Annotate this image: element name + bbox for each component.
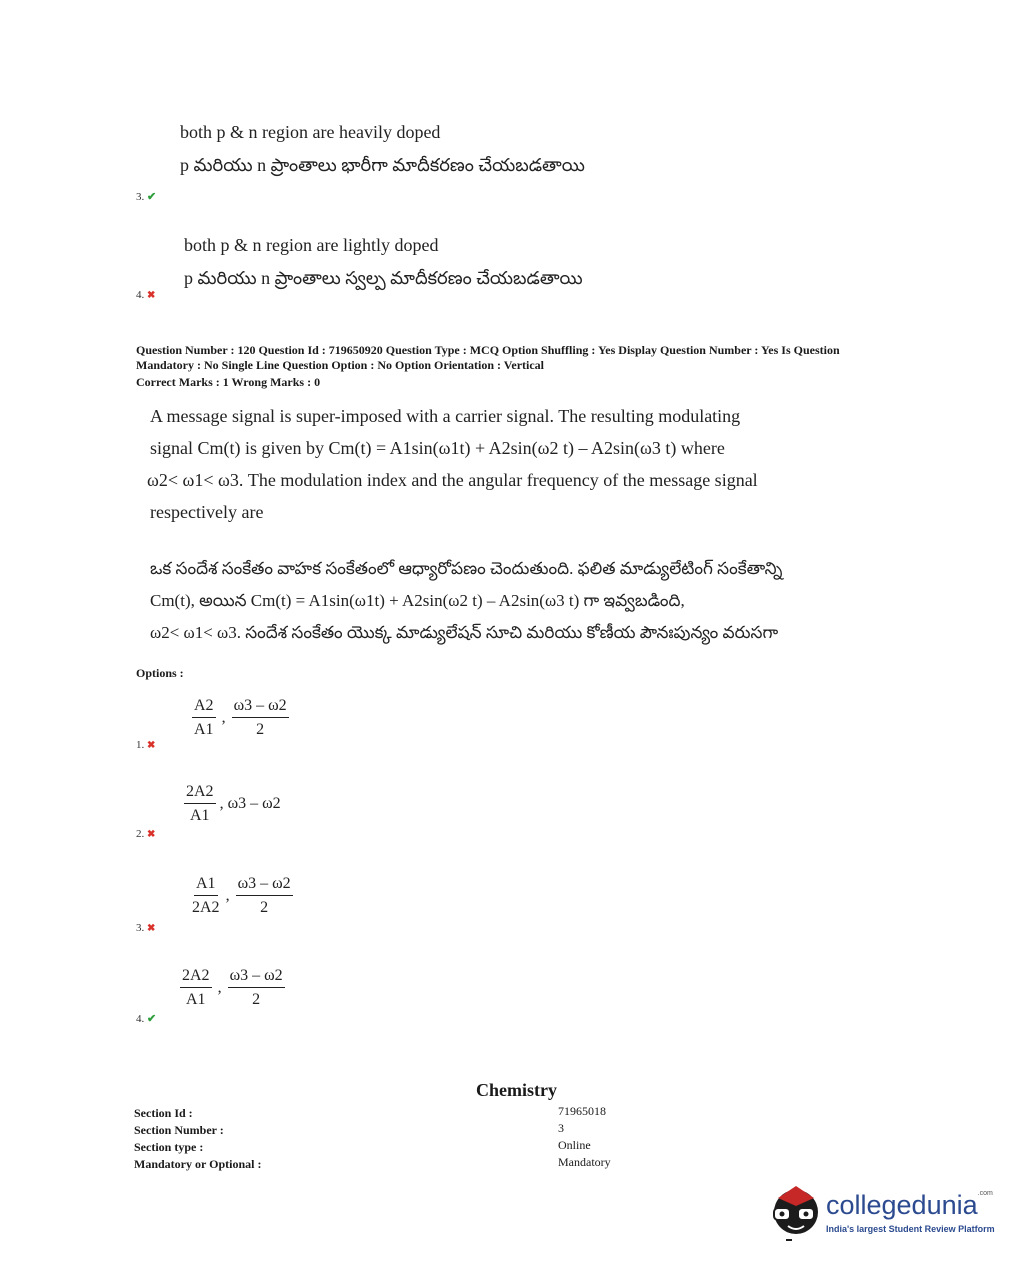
numerator: ω3 – ω2 [232, 696, 289, 718]
denominator: 2 [256, 721, 265, 738]
mascot-icon [766, 1176, 828, 1246]
section-label: Section Id : [134, 1106, 193, 1120]
option-number: 4. [136, 1013, 145, 1025]
option-4-expression [180, 966, 285, 1010]
option-3-label [136, 190, 156, 203]
question-marks: Correct Marks : 1 Wrong Marks : 0 [136, 375, 321, 389]
option-number: 4. [136, 289, 145, 301]
question-line: respectively are [150, 502, 264, 522]
section-value: 71965018 [558, 1104, 606, 1118]
denominator: 2 [260, 899, 269, 916]
collegedunia-logo [766, 1176, 1006, 1246]
question-meta-line2: Mandatory : No Single Line Question Option : No Option Orientation : Vertical [136, 358, 545, 372]
logo-tagline: India's largest Student Review Platform [826, 1224, 995, 1234]
logo-name: collegedunia [826, 1190, 978, 1220]
fraction [184, 782, 216, 826]
question-meta-line1: Question Number : 120 Question Id : 719650920 Question Type : MCQ Option Shuffling : Yes Display Question Number : Yes Is Question [136, 343, 840, 357]
comma: , [221, 709, 226, 726]
denominator: A1 [186, 991, 206, 1008]
question-line: signal Cm(t) is given by Cm(t) = A1sin(ω1t) + A2sin(ω2 t) – A2sin(ω3 t) where [150, 438, 725, 458]
numerator: A2 [192, 696, 216, 718]
fraction [192, 696, 216, 740]
option-number: 1. [136, 739, 145, 751]
fraction [228, 966, 285, 1010]
question-line: ω2< ω1< ω3. సందేశ సంకేతం యొక్క మాడ్యులేషన్ సూచి మరియు కోణీయ పౌనఃపున్యం వరుసగా [150, 623, 779, 642]
numerator: ω3 – ω2 [236, 874, 293, 896]
section-value: Online [558, 1138, 591, 1152]
section-row [134, 1104, 634, 1121]
denominator: 2 [252, 991, 261, 1008]
option-1-expression [192, 696, 289, 740]
section-label: Mandatory or Optional : [134, 1157, 262, 1171]
denominator: 2A2 [192, 899, 220, 916]
question-line: ఒక సందేశ సంకేతం వాహక సంకేతంలో ఆధ్యారోపణం చెందుతుంది. ఫలిత మాడ్యులేటింగ్ సంకేతాన్ని [150, 559, 783, 578]
fraction [192, 874, 220, 918]
comma: , [225, 887, 230, 904]
section-row [134, 1155, 634, 1172]
option-number: 2. [136, 828, 145, 840]
denominator: A1 [194, 721, 214, 738]
option-4-label [136, 1012, 156, 1025]
option-number: 3. [136, 922, 145, 934]
question-line: ω2< ω1< ω3. The modulation index and the angular frequency of the message signal [147, 470, 758, 490]
option-3-expression [192, 874, 293, 918]
denominator: A1 [190, 807, 210, 824]
question-english [147, 400, 810, 528]
check-icon: ✔ [147, 191, 157, 203]
option-3-english: both p & n region are heavily doped [180, 122, 441, 142]
cross-icon: ✖ [147, 290, 156, 301]
question-line: Cm(t), అయిన Cm(t) = A1sin(ω1t) + A2sin(ω2 t) – A2sin(ω3 t) గా ఇవ్వబడింది, [150, 591, 685, 610]
section-row [134, 1121, 634, 1138]
section-table [134, 1104, 634, 1172]
option-3-label [136, 922, 155, 934]
cross-icon: ✖ [147, 829, 156, 840]
section-value: 3 [558, 1121, 564, 1135]
option-3-telugu: p మరియు n ప్రాంతాలు భారీగా మాదీకరణం చేయబడతాయి [180, 155, 585, 175]
numerator: ω3 – ω2 [228, 966, 285, 988]
fraction [232, 696, 289, 740]
option-2-label [136, 828, 155, 840]
check-icon: ✔ [147, 1013, 157, 1025]
numerator: 2A2 [180, 966, 212, 988]
option-4-label [136, 289, 155, 301]
option-2-expression [184, 782, 281, 826]
section-row [134, 1138, 634, 1155]
comma: , [217, 979, 222, 996]
comma: , [219, 795, 224, 812]
numerator: 2A2 [184, 782, 216, 804]
option-number: 3. [136, 191, 145, 203]
option-4-telugu: p మరియు n ప్రాంతాలు స్వల్ప మాదీకరణం చేయబడతాయి [184, 268, 583, 288]
options-label: Options : [136, 666, 184, 680]
option-2-tail: ω3 – ω2 [227, 795, 281, 812]
option-1-label [136, 739, 155, 751]
question-telugu [150, 553, 830, 649]
section-label: Section Number : [134, 1123, 224, 1137]
fraction [180, 966, 212, 1010]
cross-icon: ✖ [147, 923, 156, 934]
logo-suffix: .com [977, 1190, 993, 1197]
logo-wordmark [826, 1190, 993, 1221]
fraction [236, 874, 293, 918]
numerator: A1 [194, 874, 218, 896]
option-4-english: both p & n region are lightly doped [184, 235, 439, 255]
section-title: Chemistry [476, 1080, 557, 1100]
cross-icon: ✖ [147, 740, 156, 751]
section-value: Mandatory [558, 1155, 611, 1169]
question-line: A message signal is super-imposed with a carrier signal. The resulting modulating [150, 406, 741, 426]
section-label: Section type : [134, 1140, 204, 1154]
